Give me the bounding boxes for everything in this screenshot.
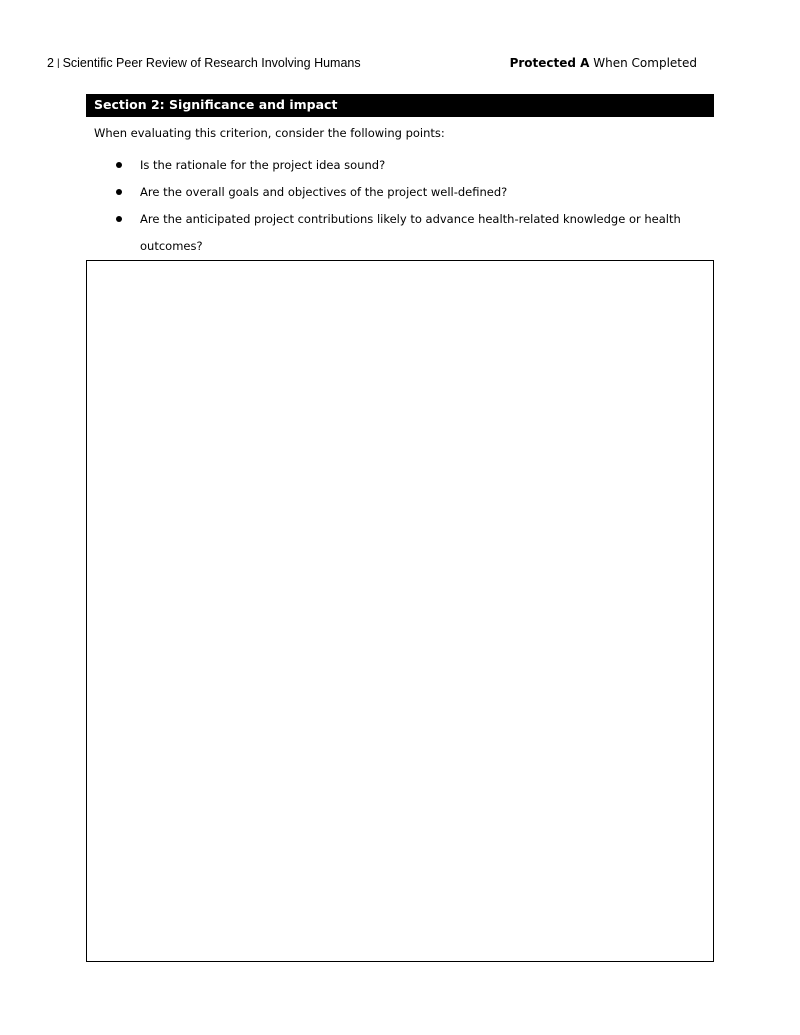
page-header <box>47 56 697 74</box>
section-heading-bar <box>86 94 714 117</box>
header-separator: | <box>56 58 60 69</box>
list-item <box>116 152 706 179</box>
classification-label <box>510 56 697 70</box>
bullet-icon <box>116 216 122 222</box>
response-text-box[interactable] <box>86 260 714 962</box>
section-intro: When evaluating this criterion, consider the following points: <box>94 126 445 140</box>
section-title: Section 2: Significance and impact <box>94 97 338 112</box>
point-text: Are the anticipated project contributions likely to advance health-related knowledge or health outcomes? <box>140 212 681 253</box>
criteria-points-list <box>116 152 706 260</box>
document-title: Scientific Peer Review of Research Involving Humans <box>62 56 361 70</box>
page-number: 2 <box>47 56 54 70</box>
point-text: Are the overall goals and objectives of the project well-defined? <box>140 185 508 199</box>
classification-level: Protected A <box>509 56 590 70</box>
bullet-icon <box>116 162 122 168</box>
classification-note: When Completed <box>593 56 697 70</box>
point-text: Is the rationale for the project idea sound? <box>140 158 386 172</box>
bullet-icon <box>116 189 122 195</box>
list-item <box>116 179 706 206</box>
header-left <box>47 56 361 70</box>
list-item <box>116 206 706 260</box>
